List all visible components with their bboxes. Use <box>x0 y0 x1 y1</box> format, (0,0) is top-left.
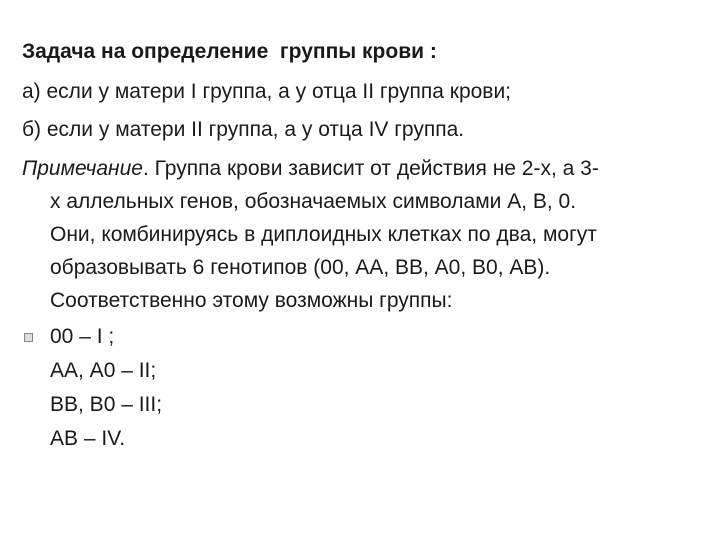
square-bullet-icon <box>24 333 33 342</box>
question-a: а) если у матери I группа, а у отца II группа крови; <box>22 80 512 103</box>
group-item: ВВ, В0 – III; <box>50 393 163 416</box>
group-item: АА, А0 – II; <box>50 359 157 382</box>
task-title: Задача на определение группы крови : <box>22 40 437 63</box>
note-line: Они, комбинируясь в диплоидных клетках по два, могут <box>50 223 597 246</box>
group-item: АВ – IV. <box>50 427 126 450</box>
note-line: образовывать 6 генотипов (00, АА, ВВ, А0, В0, АВ). <box>50 256 551 279</box>
question-b: б) если у матери II группа, а у отца IV группа. <box>22 118 465 141</box>
note-line: х аллельных генов, обозначаемых символами А, В, 0. <box>50 190 577 213</box>
note-label: Примечание <box>22 157 143 180</box>
group-item: 00 – I ; <box>50 325 115 348</box>
note-line: Соответственно этому возможны группы: <box>50 289 453 312</box>
note-first-line <box>22 157 599 181</box>
note-line: . Группа крови зависит от действия не 2-х, а 3- <box>142 157 599 180</box>
